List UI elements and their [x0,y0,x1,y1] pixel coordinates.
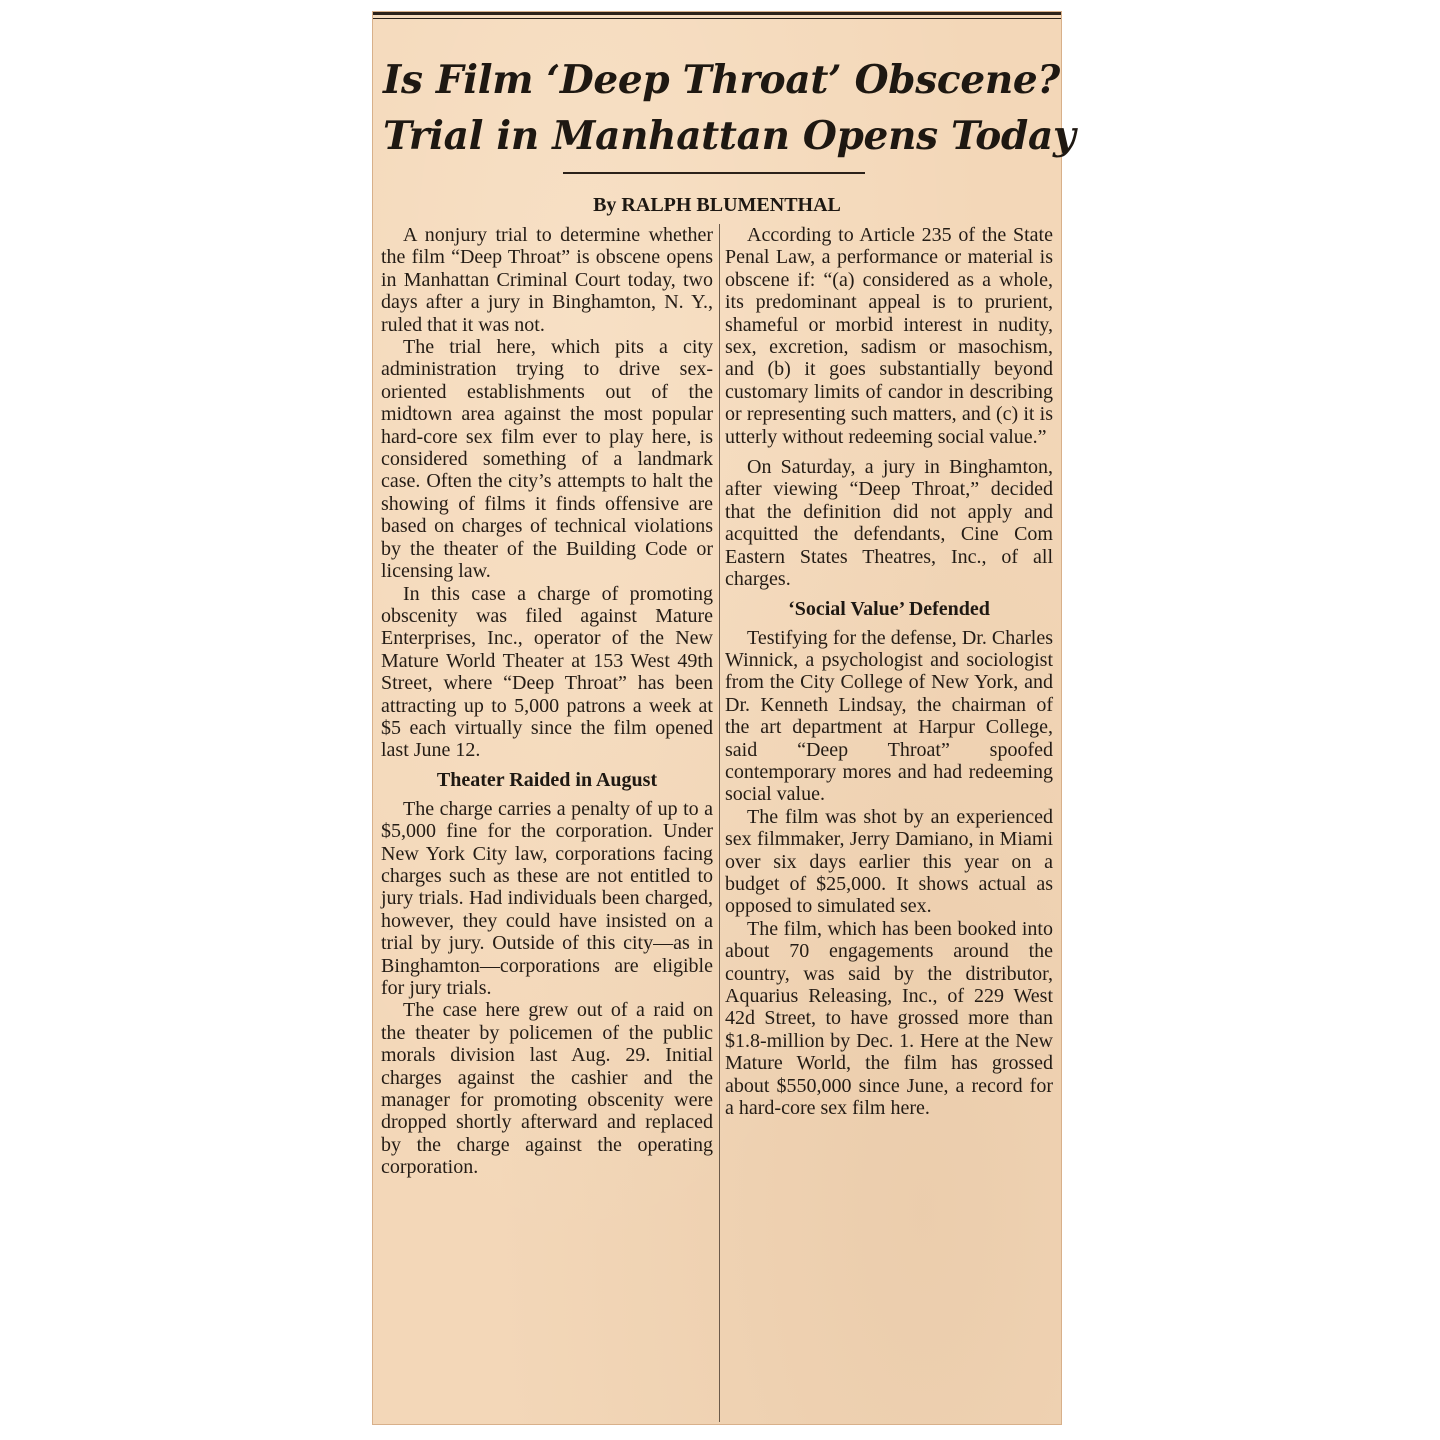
top-rule-thin [373,18,1061,19]
paragraph: The film was shot by an experienced sex filmmaker, Jerry Damiano, in Miami over six days earlier this year on a budget of $25,000. It shows actual as opposed to simulated sex. [725,805,1053,918]
right-column [725,224,1053,1119]
paragraph: The case here grew out of a raid on the theater by policemen of the public morals division last Aug. 29. Initial charges against the cashier and the manager for promoting obscenity were dropped shortly afterward and replaced by the charge against the operating corporation. [381,999,713,1179]
column-divider [719,224,720,1422]
headline-divider [563,172,865,174]
paragraph: The charge carries a penalty of up to a $5,000 fine for the corporation. Under New York City law, corporations facing charges such as these are not entitled to jury trials. Had individuals been charged, however, they could have insisted on a trial by jury. Outside of this city—as in Binghamton—corporations are eligible for jury trials. [381,797,713,999]
paragraph: The trial here, which pits a city administration trying to drive sex-oriented establishments out of the midtown area against the most popular hard-core sex film ever to play here, is considered something of a landmark case. Often the city’s attempts to halt the showing of films it finds offensive are based on charges of technical violations by the theater of the Building Code or licensing law. [381,336,713,583]
byline: By RALPH BLUMENTHAL [593,194,841,216]
paragraph: Testifying for the defense, Dr. Charles Winnick, a psychologist and sociologist from the City College of New York, and Dr. Kenneth Lindsay, the chairman of the art department at Harpur College, said “Deep Throat” spoofed contemporary mores and had redeeming social value. [725,626,1053,806]
headline [383,52,1076,164]
paragraph: In this case a charge of promoting obscenity was filed against Mature Enterprises, Inc., operator of the New Mature World Theater at 153 West 49th Street, where “Deep Throat” has been attracting up to 5,000 patrons a week at $5 each virtually since the film opened last June 12. [381,582,713,762]
subheading-theater-raided: Theater Raided in August [436,768,658,791]
newspaper-clipping [373,12,1076,1424]
paragraph: On Saturday, a jury in Binghamton, after viewing “Deep Throat,” decided that the definition did not apply and acquitted the defendants, Cine Com Eastern States Theatres, Inc., of all charges. [725,456,1053,591]
headline-line-2: Trial in Manhattan Opens Today [383,113,1076,159]
left-column [381,224,713,1179]
headline-line-1: Is Film ‘Deep Throat’ Obscene? [383,57,1060,103]
paragraph: The film, which has been booked into about 70 engagements around the country, was said by the distributor, Aquarius Releasing, Inc., of 229 West 42d Street, to have grossed more than $1.8-million by Dec. 1. Here at the New Mature World, the film has grossed about $550,000 since June, a record for a hard-core sex film here. [725,917,1053,1120]
top-rule [373,12,1061,15]
subheading-social-value: ‘Social Value’ Defended [788,597,990,620]
paragraph: According to Article 235 of the State Penal Law, a performance or material is obscene if: “(a) considered as a whole, its predominant appeal is to prurient, shameful or morbid interest in nudity, sex, excretion, sadism or masochism, and (b) it goes substantially beyond customary limits of candor in describing or representing such matters, and (c) it is utterly without redeeming social value.” [725,224,1053,448]
paragraph: A nonjury trial to determine whether the film “Deep Throat” is obscene opens in Manhattan Criminal Court today, two days after a jury in Binghamton, N. Y., ruled that it was not. [381,224,713,336]
